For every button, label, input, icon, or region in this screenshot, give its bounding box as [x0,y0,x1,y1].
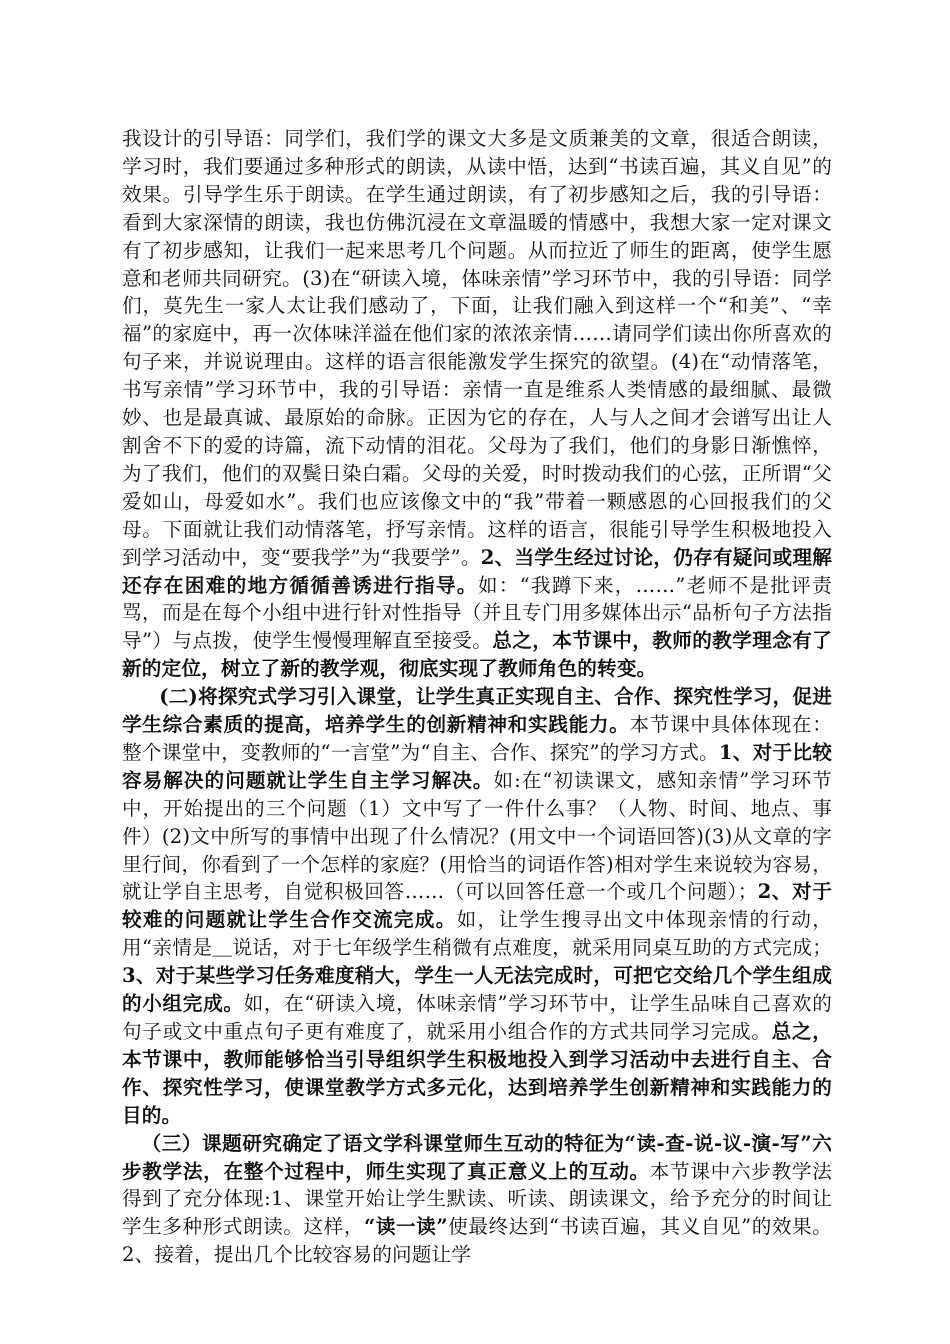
paragraph-six-step-method [122,1130,832,1270]
paragraph-inquiry-learning [122,683,832,1130]
bold-text-run: (二)将探究式学习引入课堂，让学生真正实现自主、合作、探究性学习，促进学生综合素质的提高，培养学生的创新精神和实践能力。 [122,685,832,737]
document-page [122,125,832,1269]
paragraph-guidance [122,125,832,683]
text-run: 我设计的引导语：同学们，我们学的课文大多是文质兼美的文章，很适合朗读，学习时，我们要通过多种形式的朗读，从读中悟，达到“书读百遍，其义自见”的效果。引导学生乐于朗读。在学生通过朗读，有了初步感知之后，我的引导语：看到大家深情的朗读，我也仿佛沉浸在文章温暖的情感中，我想大家一定对课文有了初步感知，让我们一起来思考几个问题。从而拉近了师生的距离，使学生愿意和老师共同研究。(3)在“研读入境，体味亲情”学习环节中，我的引导语：同学们，莫先生一家人太让我们感动了，下面，让我们融入到这样一个“和美”、“幸福”的家庭中，再一次体味洋溢在他们家的浓浓亲情……请同学们读出你所喜欢的句子来，并说说理由。这样的语言很能激发学生探究的欲望。(4)在“动情落笔，书写亲情”学习环节中，我的引导语：亲情一直是维系人类情感的最细腻、最微妙、也是最真诚、最原始的命脉。正因为它的存在，人与人之间才会谱写出让人割舍不下的爱的诗篇，流下动情的泪花。父母为了我们，他们的身影日渐憔悴，为了我们，他们的双鬓日染白霜。父母的关爱，时时拨动我们的心弦，正所谓“父爱如山，母爱如水”。我们也应该像文中的“我”带着一颗感恩的心回报我们的父母。下面就让我们动情落笔，抒写亲情。这样的语言，很能引导学生积极地投入到学习活动中，变“要我学”为“我要学”。 [122,127,832,569]
bold-text-run: 总之，本节课中，教师的教学理念有了新的定位，树立了新的教学观，彻底实现了教师角色的转变。 [122,629,832,681]
text-run: 本节课中六步教学法得到了充分体现:1、课堂开始让学生默读、听读、朗读课文，给予充分的时间让学生多种形式朗读。这样， [122,1159,832,1239]
text-run: 如，在“研读入境，体味亲情”学习环节中，让学生品味自己喜欢的句子或文中重点句子更有难度了，就采用小组合作的方式共同学习完成。 [122,992,832,1043]
bold-text-run: “读一读” [364,1215,448,1239]
text-run: 如:在“初读课文，感知亲情”学习环节中，开始提出的三个问题（1）文中写了一件什么事？（人物、时间、地点、事件）(2)文中所写的事情中出现了什么情况？(用文中一个词语回答)(3)从文章的字里行间，你看到了一个怎样的家庭？(用恰当的词语作答)相对学生来说较为容易，就让学自主思考，自觉积极回答……（可以回答任意一个或几个问题）； [122,768,832,904]
bold-text-run: 1、对于比较容易解决的问题就让学生自主学习解决。 [122,740,832,792]
bold-text-run: 2、当学生经过讨论，仍存有疑问或理解还存在困难的地方循循善诱进行指导。 [122,545,832,597]
bold-text-run: （三）课题研究确定了语文学科课堂师生互动的特征为“读-查-说-议-演-写”六步教学法，在整个过程中，师生实现了真正意义上的互动。 [122,1131,832,1183]
text-run: 使最终达到“书读百遍，其义自见”的效果。2、接着，提出几个比较容易的问题让学 [122,1215,832,1267]
bold-text-run: 总之，本节课中，教师能够恰当引导组织学生积极地投入到学习活动中去进行自主、合作、探究性学习，使课堂教学方式多元化，达到培养学生创新精神和实践能力的目的。 [122,1020,832,1127]
bold-text-run: 2、对于较难的问题就让学生合作交流完成。 [122,880,832,932]
text-run: 如：“我蹲下来，……”老师不是批评责骂，而是在每个小组中进行针对性指导（并且专门用多媒体出示“品析句子方法指导”）与点拨，使学生慢慢理解直至接受。 [122,573,832,653]
text-run: 如，让学生搜寻出文中体现亲情的行动，用“亲情是＿说话，对于七年级学生稍微有点难度，就采用同桌互助的方式完成； [122,908,832,960]
text-run: 本节课中具体体现在：整个课堂中，变教师的“一言堂”为“自主、合作、探究”的学习方式。 [122,713,833,764]
bold-text-run: 3、对于某些学习任务难度稍大，学生一人无法完成时，可把它交给几个学生组成的小组完成。 [122,964,832,1016]
